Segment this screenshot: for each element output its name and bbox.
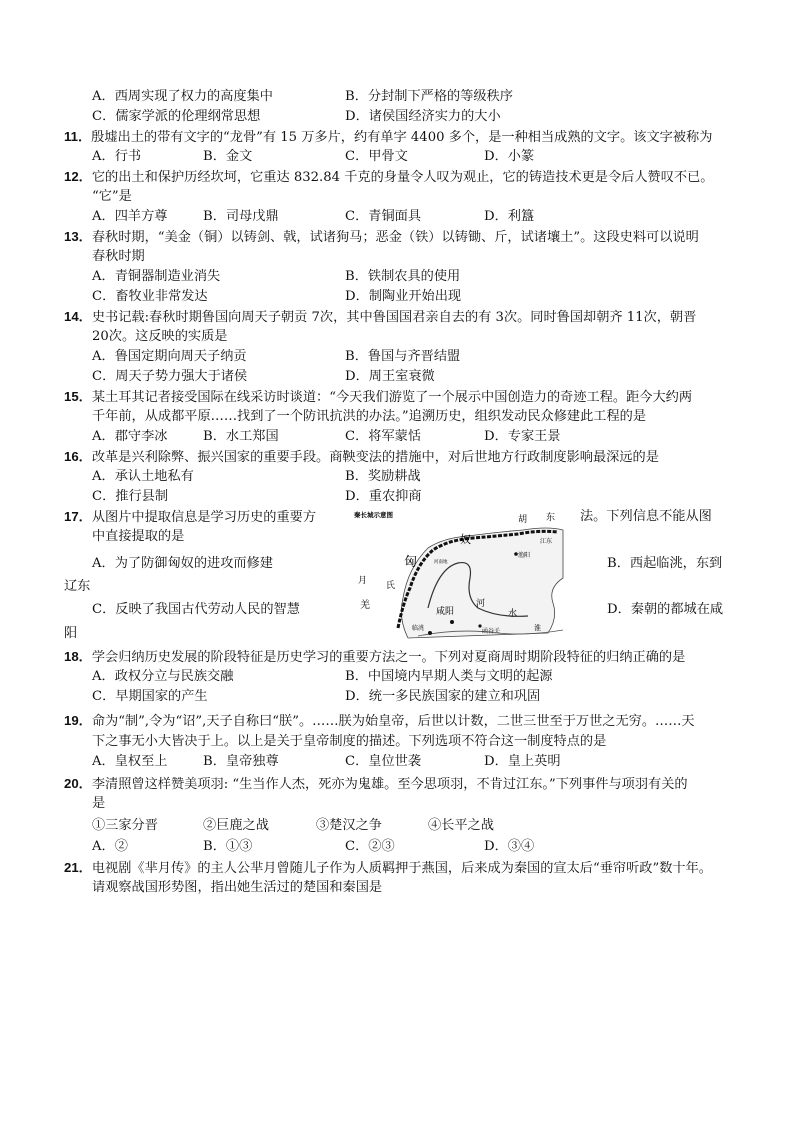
q13-option-d: D．制陶业开始出现 <box>345 289 462 304</box>
map-label: 渔阳 <box>518 552 531 559</box>
q17-option-d: D．秦朝的都城在咸 <box>607 602 724 617</box>
question-15-stem-cont: 千年前，从成都平原……找到了一个防讯抗洪的办法。”追溯历史，组织发动民众修建此工程的是 <box>92 409 647 424</box>
question-stem: 某土耳其记者接受国际在线采访时谈道：“今天我们游览了一个展示中国创造力的奇迹工程。距今大约两 <box>91 390 693 405</box>
question-17-stem-cont: 中直接提取的是 <box>92 529 185 544</box>
qin-great-wall-map <box>348 508 568 646</box>
q17-option-a: A．为了防御匈奴的进攻而修建 <box>92 556 273 571</box>
q18-option-b: B．中国境内早期人类与文明的起源 <box>345 669 553 684</box>
question-21 <box>64 858 712 879</box>
q15-option-b: B．水工郑国 <box>203 429 279 444</box>
question-number: 19． <box>64 713 92 728</box>
question-11 <box>64 127 712 148</box>
q20-option-c: C．②③ <box>345 839 395 854</box>
q11-option-b: B．金文 <box>203 149 253 164</box>
map-label: 河 <box>476 599 486 609</box>
question-17-stem-right: 法。下列信息不能从图 <box>580 509 712 524</box>
question-21-stem-cont: 请观察战国形势图，指出她生活过的楚国和秦国是 <box>92 880 383 895</box>
q13-option-b: B．铁制农具的使用 <box>345 269 461 284</box>
q19-option-b: B．皇帝独尊 <box>203 754 279 769</box>
map-label: 水 <box>508 609 518 619</box>
map-label: 咸阳 <box>436 607 455 617</box>
question-stem: 春秋时期，“美金（铜）以铸剑、戟，试诸狗马；恶金（铁）以铸锄、斤，试诸壤土”。这段史料可以说明 <box>91 230 699 245</box>
q10-option-b: B．分封制下严格的等级秩序 <box>345 89 513 104</box>
question-20 <box>64 774 688 795</box>
question-number: 21． <box>64 860 92 875</box>
question-13 <box>64 227 699 248</box>
q12-option-a: A．四羊方尊 <box>92 209 168 224</box>
q16-option-d: D．重农抑商 <box>345 489 422 504</box>
q18-option-c: C．早期国家的产生 <box>92 689 208 704</box>
question-stem: 改革是兴利除弊、振兴国家的重要手段。商鞅变法的措施中，对后世地方行政制度影响最深远的是 <box>91 450 659 465</box>
q20-option-a: A．② <box>92 839 128 854</box>
map-label: 东 <box>546 513 556 523</box>
q19-option-c: C．皇位世袭 <box>345 754 422 769</box>
q19-option-a: A．皇权至上 <box>92 754 168 769</box>
question-number: 12． <box>64 169 92 184</box>
q17-option-c: C．反映了我国古代劳动人民的智慧 <box>92 602 300 617</box>
question-stem: 命为“制”,令为“诏”,天子自称曰“朕”。……朕为始皇帝，后世以计数，二世三世至于万世之无穷。……天 <box>91 714 695 729</box>
q12-option-b: B．司母戊鼎 <box>203 209 279 224</box>
question-19-stem-cont: 下之事无小大皆决于上。以上是关于皇帝制度的描述。下列选项不符合这一制度特点的是 <box>92 734 607 749</box>
q14-option-a: A．鲁国定期向周天子纳贡 <box>92 349 247 364</box>
question-18 <box>64 647 685 668</box>
question-stem: 李清照曾这样赞美项羽: “生当作人杰，死亦为鬼雄。至今思项羽，不肯过江东。”下列事件与项羽有关的 <box>91 777 688 792</box>
map-label: 临洮 <box>412 625 425 632</box>
map-label: 奴 <box>460 533 471 546</box>
q16-option-a: A．承认土地私有 <box>92 469 194 484</box>
map-label: 河南地 <box>434 560 448 565</box>
map-label: 江东 <box>540 538 553 545</box>
map-label: 羌 <box>360 600 370 611</box>
q16-option-b: B．奖励耕战 <box>345 469 421 484</box>
q11-option-d: D．小篆 <box>484 149 535 164</box>
q10-option-c: C．儒家学派的伦理纲常思想 <box>92 109 261 124</box>
q17-option-b-cont: 辽东 <box>64 579 91 594</box>
map-label: 淮 <box>534 624 541 632</box>
q15-option-d: D．专家王景 <box>484 429 561 444</box>
question-15 <box>64 387 692 408</box>
q11-option-a: A．行书 <box>92 149 142 164</box>
question-19 <box>64 711 695 732</box>
question-stem: 史书记载:春秋时期鲁国向周天子朝贡 7次，其中鲁国国君亲自去的有 3次。同时鲁国却朝齐 11次，朝晋 <box>91 310 697 325</box>
question-stem: 学会归纳历史发展的阶段特征是历史学习的重要方法之一。下列对夏商周时期阶段特征的归纳正确的是 <box>91 650 686 665</box>
map-title: 秦长城示意图 <box>354 511 393 519</box>
map-label: 匈 <box>404 555 418 570</box>
map-label: 月 <box>358 576 368 586</box>
question-number: 13． <box>64 229 92 244</box>
q10-option-a: A．西周实现了权力的高度集中 <box>92 89 273 104</box>
question-number: 16． <box>64 449 92 464</box>
question-16 <box>64 447 659 468</box>
q12-option-d: D．利簋 <box>484 209 535 224</box>
question-number: 14． <box>64 309 92 324</box>
question-stem: 从图片中提取信息是学习历史的重要方 <box>91 510 317 525</box>
question-13-stem-cont: 春秋时期 <box>92 249 145 264</box>
q12-option-c: C．青铜面具 <box>345 209 422 224</box>
question-14 <box>64 307 696 328</box>
q20-item-1: ①三家分晋 <box>92 818 158 833</box>
q13-option-c: C．畜牧业非常发达 <box>92 289 208 304</box>
question-14-stem-cont: 20次。这反映的实质是 <box>92 329 228 344</box>
map-label: 氏 <box>386 581 396 591</box>
q20-item-2: ②巨鹿之战 <box>203 818 269 833</box>
q20-option-b: B．①③ <box>203 839 253 854</box>
question-stem: 电视剧《芈月传》的主人公芈月曾随儿子作为人质羁押于燕国，后来成为秦国的宣太后“垂帘听政”数十年。 <box>91 861 712 876</box>
question-number: 18． <box>64 649 92 664</box>
xianyang-marker <box>450 620 454 624</box>
q20-option-d: D．③④ <box>484 839 535 854</box>
q13-option-a: A．青铜器制造业消失 <box>92 269 221 284</box>
question-number: 11． <box>64 129 92 144</box>
q15-option-a: A．郡守李冰 <box>92 429 168 444</box>
q15-option-c: C．将军蒙恬 <box>345 429 422 444</box>
q18-option-d: D．统一多民族国家的建立和巩固 <box>345 689 541 704</box>
question-number: 15． <box>64 389 92 404</box>
q19-option-d: D．皇上英明 <box>484 754 561 769</box>
question-17 <box>64 507 316 528</box>
question-12 <box>64 167 713 188</box>
q14-option-b: B．鲁国与齐晋结盟 <box>345 349 461 364</box>
question-number: 20． <box>64 776 92 791</box>
q10-option-d: D．诸侯国经济实力的大小 <box>345 109 501 124</box>
q20-item-4: ④长平之战 <box>428 818 494 833</box>
question-20-stem-cont: 是 <box>92 796 106 811</box>
q18-option-a: A．政权分立与民族交融 <box>92 669 234 684</box>
question-12-stem-cont: “它”是 <box>92 189 132 204</box>
lintao-marker <box>428 631 432 635</box>
map-label: 函谷关 <box>482 628 501 635</box>
question-number: 17． <box>64 509 92 524</box>
question-stem: 它的出土和保护历经坎坷，它重达 832.84 千克的身量令人叹为观止，它的铸造技术更是令后人赞叹不已。 <box>91 170 714 185</box>
q17-option-d-cont: 阳 <box>64 626 78 641</box>
q20-item-3: ③楚汉之争 <box>316 818 382 833</box>
q17-option-b: B．西起临洮，东到 <box>607 556 723 571</box>
q14-option-d: D．周王室衰微 <box>345 369 435 384</box>
q16-option-c: C．推行县制 <box>92 489 169 504</box>
question-stem: 殷墟出土的带有文字的“龙骨”有 15 万多片，约有单字 4400 多个，是一种相当成熟的文字。该文字被称为 <box>91 130 713 145</box>
q14-option-c: C．周天子势力强大于诸侯 <box>92 369 248 384</box>
q11-option-c: C．甲骨文 <box>345 149 408 164</box>
map-label: 胡 <box>518 515 528 525</box>
